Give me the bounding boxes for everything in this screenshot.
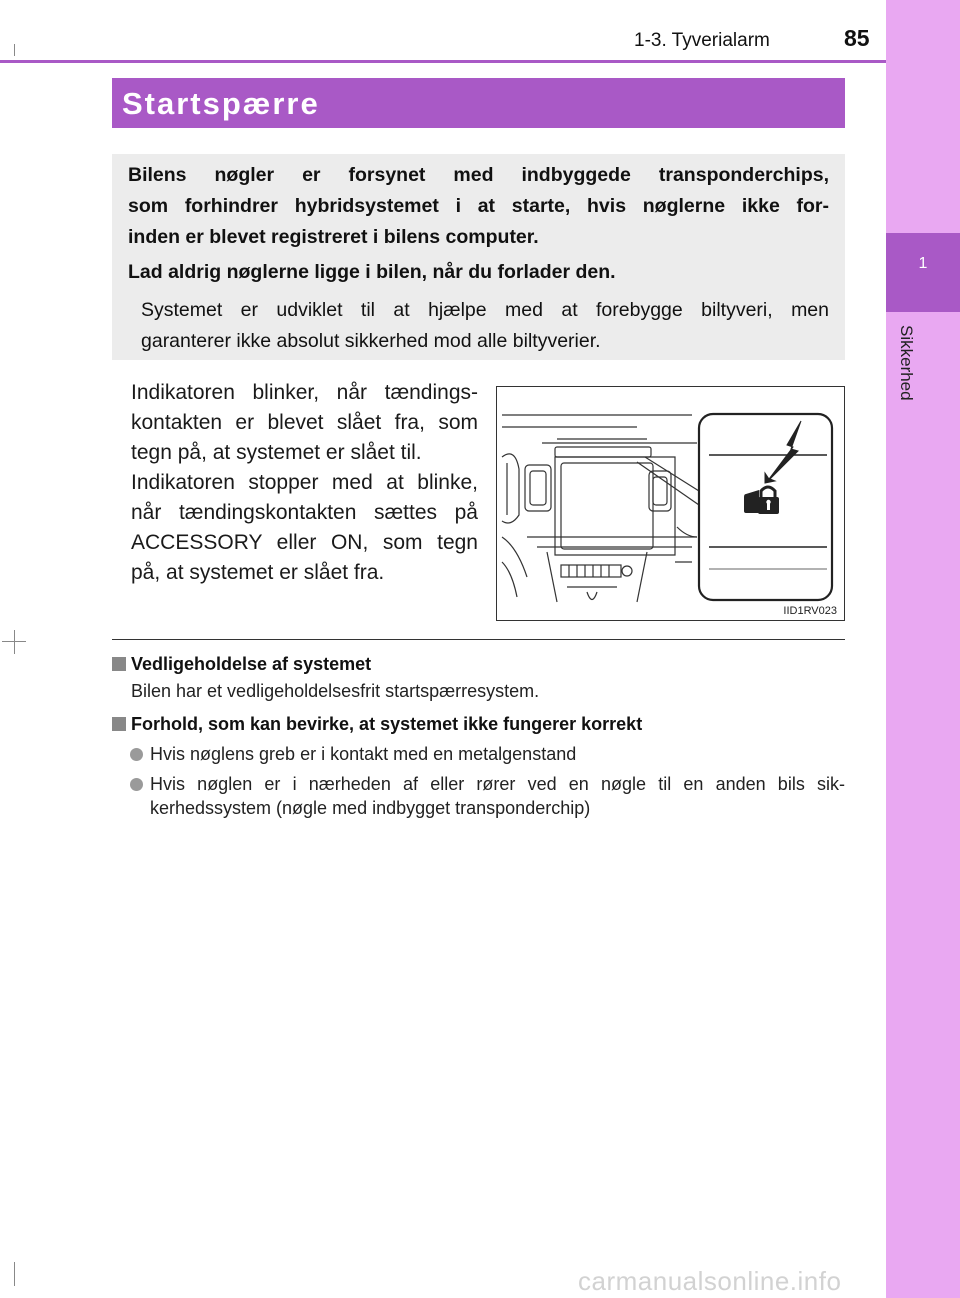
chapter-number: 1	[918, 255, 928, 272]
page-number: 85	[844, 25, 870, 51]
condition-item	[112, 772, 845, 820]
conditions-heading-text: Forhold, som kan bevirke, at systemet ikke fungerer korrekt	[131, 714, 643, 734]
warning-text: Lad aldrig nøglerne ligge i bilen, når du forlader den.	[128, 261, 616, 283]
paragraph-line: når tændingskontakten sættes på	[131, 501, 478, 524]
intro-line: Bilens nøgler er forsynet med indbyggede transponderchips,	[128, 164, 829, 186]
dashboard-illustration	[496, 386, 845, 621]
chapter-side-tab	[886, 0, 960, 1298]
conditions-heading	[112, 712, 845, 736]
header-rule	[0, 60, 886, 63]
paragraph-line: Indikatoren blinker, når tændings-	[131, 381, 478, 404]
watermark: carmanualsonline.info	[578, 1266, 842, 1296]
maintenance-heading-text: Vedligeholdelse af systemet	[131, 654, 372, 674]
indicator-description	[131, 378, 478, 588]
crop-mark	[14, 630, 15, 654]
note-text	[128, 295, 829, 357]
intro-line: som forhindrer hybridsystemet i at starte, hvis nøglerne ikke for-	[128, 195, 829, 217]
paragraph-line: kontakten er blevet slået fra, som	[131, 411, 478, 434]
maintenance-text: Bilen har et vedligeholdelsesfrit startspærresystem.	[131, 681, 540, 701]
section-title-bar	[112, 78, 845, 128]
maintenance-heading	[112, 652, 845, 676]
section-divider	[112, 639, 845, 640]
info-box	[112, 154, 845, 360]
condition-item-text: kerhedssystem (nøgle med indbygget transponderchip)	[150, 798, 591, 818]
note-line: Systemet er udviklet til at hjælpe med at forebygge biltyveri, men	[141, 299, 829, 321]
crop-mark	[14, 44, 15, 56]
square-bullet-icon	[112, 657, 126, 671]
crop-mark	[2, 641, 26, 642]
crop-mark	[14, 1262, 15, 1286]
condition-item	[112, 742, 845, 766]
page-title: Startspærre	[122, 86, 320, 121]
paragraph-line: ACCESSORY eller ON, som tegn	[131, 531, 478, 554]
chapter-label: Sikkerhed	[897, 325, 916, 401]
round-bullet-icon	[130, 748, 143, 761]
intro-text	[128, 160, 829, 253]
figure-code: IID1RV023	[783, 605, 837, 617]
round-bullet-icon	[130, 778, 143, 791]
square-bullet-icon	[112, 717, 126, 731]
note-line: garanterer ikke absolut sikkerhed mod alle biltyverier.	[141, 330, 601, 352]
condition-item-text: Hvis nøglen er i nærheden af eller rører ved en nøgle til en anden bils sik-	[150, 774, 845, 794]
condition-item-text: Hvis nøglens greb er i kontakt med en metalgenstand	[150, 744, 577, 764]
paragraph-line: på, at systemet er slået fra.	[131, 561, 385, 584]
notes-section	[112, 652, 845, 820]
intro-line: inden er blevet registreret i bilens computer.	[128, 226, 539, 248]
section-title: 1-3. Tyverialarm	[634, 30, 770, 51]
dashboard-drawing	[497, 387, 846, 622]
paragraph-line: tegn på, at systemet er slået til.	[131, 441, 422, 464]
paragraph-line: Indikatoren stopper med at blinke,	[131, 471, 478, 494]
